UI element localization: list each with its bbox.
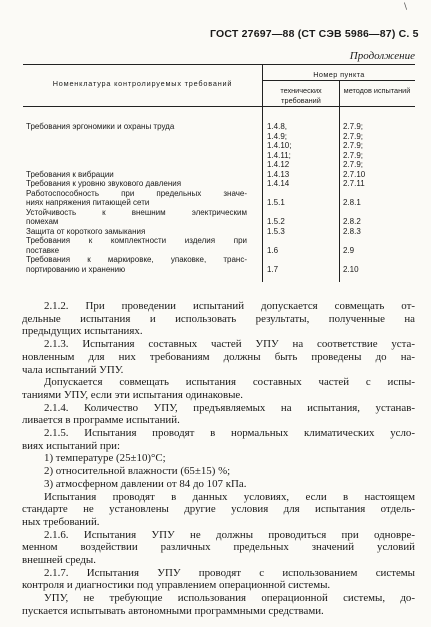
requirement-line xyxy=(26,141,247,151)
requirement-line: Требования эргономики и охраны труда xyxy=(26,122,175,131)
test-method-cell: 2.7.9; xyxy=(343,150,364,160)
condition-list-item xyxy=(22,478,415,491)
text-line: менном воздействии различных предельных значений условий xyxy=(22,541,415,554)
page-header: ГОСТ 27697—88 (СТ СЭВ 5986—87) С. 5 xyxy=(210,28,419,40)
requirement-line: Требования к вибрации xyxy=(26,169,114,179)
body-paragraph xyxy=(22,376,415,401)
technical-requirement-cell: 1.5.1 xyxy=(267,198,285,207)
table-vertical-rule xyxy=(339,80,340,282)
condition-list-item xyxy=(22,465,415,478)
text-line: 2.1.3. Испытания составных частей УПУ на соответствие уста- xyxy=(44,338,415,351)
requirement-line xyxy=(26,132,247,142)
requirement-line: Требования к уровню звукового давления xyxy=(26,179,182,188)
text-line: ных требований. xyxy=(22,515,100,528)
text-line: Допускается совмещать испытания составных частей с испы- xyxy=(44,376,415,389)
continuation-label: Продолжение xyxy=(349,50,415,62)
test-method-cell: 2.7.9; xyxy=(343,131,364,141)
body-paragraph xyxy=(22,567,415,592)
requirement-line: Работоспособность при предельных значе- xyxy=(26,188,247,198)
requirement-line: Требования к комплектности изделия при xyxy=(26,236,247,245)
text-line: 3) атмосферном давлении от 84 до 107 кПа. xyxy=(44,477,247,490)
column-header-technical-requirements: технических требований xyxy=(280,86,322,105)
requirement-line: Устойчивость к внешним электрическим xyxy=(26,207,247,217)
requirement-line: Защита от короткого замыкания xyxy=(26,226,146,236)
body-paragraph xyxy=(22,427,415,452)
test-method-cell: 2.7.9; xyxy=(343,122,364,131)
text-line: 2.1.7. Испытания УПУ проводят с использованием системы xyxy=(44,566,415,579)
requirements-column xyxy=(26,122,247,274)
requirement-line xyxy=(26,151,247,161)
requirement-line: поставке xyxy=(26,245,60,255)
column-header-nomenclature: Номенклатура контролируемых требований xyxy=(52,79,233,88)
test-method-cell: 2.8.1 xyxy=(343,198,361,207)
text-line: 2.1.2. При проведении испытаний допускается совмещать от- xyxy=(44,300,415,312)
test-method-cell: 2.10 xyxy=(343,264,359,274)
technical-requirement-cell: 1.5.3 xyxy=(267,226,285,236)
body-paragraph xyxy=(22,529,415,567)
text-line: внешней среды. xyxy=(22,554,96,567)
text-line: контроля и диагностики под управлением операционной системы. xyxy=(22,579,331,592)
text-line: новленным для них требованиям должны быть проведены до на- xyxy=(22,350,415,363)
table-header-bottom-rule xyxy=(23,106,415,107)
text-line: таниями УПУ, если эти испытания одинаковые. xyxy=(22,388,243,401)
text-line: УПУ, не требующие использования операционной системы, до- xyxy=(44,592,415,605)
body-paragraph xyxy=(22,491,415,529)
requirements-table xyxy=(23,64,415,282)
text-line: дельные испытания и использовать результаты, полученные на xyxy=(22,312,415,325)
test-method-cell: 2.8.3 xyxy=(343,226,361,236)
technical-requirement-cell: 1.7 xyxy=(267,264,279,274)
requirement-line: помехам xyxy=(26,217,59,226)
test-methods-column xyxy=(343,122,403,274)
text-line: ливается в программе испытаний. xyxy=(22,414,180,427)
requirement-line xyxy=(26,160,247,170)
text-line: 2.1.5. Испытания проводят в нормальных климатических усло- xyxy=(44,427,415,440)
test-method-cell: 2.9 xyxy=(343,245,355,255)
text-line: стандарте не установлены другие условия для испытания отдель- xyxy=(22,503,415,516)
condition-list-item xyxy=(22,452,415,465)
text-line: 2.1.4. Количество УПУ, предъявляемых на испытания, устанав- xyxy=(44,401,415,414)
test-method-cell: 2.7.9; xyxy=(343,160,364,169)
text-line: 1) температуре (25±10)°С; xyxy=(44,452,166,465)
text-line: виях испытаний при: xyxy=(22,439,121,452)
body-paragraph xyxy=(22,402,415,427)
table-subheader-rule xyxy=(262,80,415,81)
technical-requirement-cell: 1.5.2 xyxy=(267,217,285,226)
technical-requirement-cell: 1.4.8, xyxy=(267,122,288,131)
body-text xyxy=(22,300,415,618)
text-line: 2.1.6. Испытания УПУ не должны проводиться при одновре- xyxy=(44,528,415,541)
technical-requirement-cell: 1.4.13 xyxy=(267,169,290,179)
requirement-line: ниях напряжения питающей сети xyxy=(26,198,150,207)
text-line: пускается испытывать автономными программными средствами. xyxy=(22,604,324,617)
technical-requirement-cell: 1.4.12 xyxy=(267,160,290,169)
technical-requirement-cell: 1.4.9; xyxy=(267,131,288,141)
text-line: Испытания проводят в данных условиях, если в настоящем xyxy=(44,490,415,503)
technical-requirements-column xyxy=(267,122,327,274)
requirement-line: портированию и хранению xyxy=(26,264,126,274)
corner-scan-mark: \ xyxy=(404,2,408,12)
text-line: чала испытаний УПУ. xyxy=(22,363,124,376)
test-method-cell: 2.7.9; xyxy=(343,141,364,150)
column-header-test-methods: методов испытаний xyxy=(343,86,411,95)
column-header-item-number: Номер пункта xyxy=(313,70,365,79)
text-line: предыдущих испытаниях. xyxy=(22,325,143,338)
test-method-cell: 2.7.10 xyxy=(343,169,366,179)
technical-requirement-cell: 1.6 xyxy=(267,245,279,255)
technical-requirement-cell: 1.4.14 xyxy=(267,179,290,188)
body-paragraph xyxy=(22,592,415,617)
table-top-rule xyxy=(23,64,415,65)
text-line: 2) относительной влажности (65±15) %; xyxy=(44,465,231,478)
body-paragraph xyxy=(22,300,415,338)
test-method-cell: 2.8.2 xyxy=(343,217,361,226)
body-paragraph xyxy=(22,338,415,376)
requirement-line: Требования к маркировке, упаковке, транс- xyxy=(26,255,247,264)
technical-requirement-cell: 1.4.10; xyxy=(267,141,292,150)
test-method-cell: 2.7.11 xyxy=(343,179,365,188)
technical-requirement-cell: 1.4.11; xyxy=(267,150,291,160)
